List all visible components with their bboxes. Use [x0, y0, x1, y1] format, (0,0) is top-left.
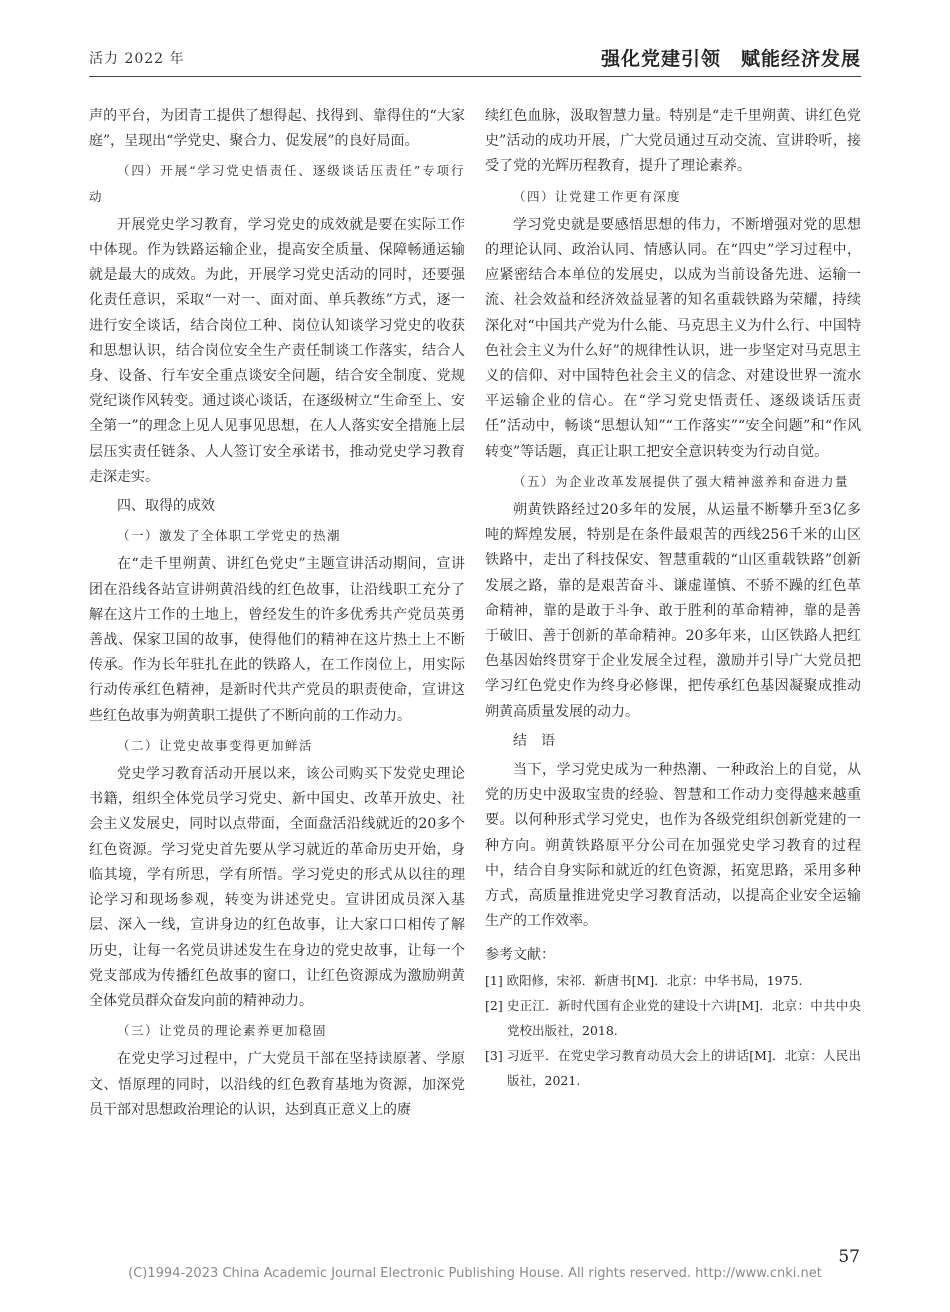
section-heading: 结 语	[513, 732, 555, 749]
reference-item: [1] 欧阳修，宋祁．新唐书[M]．北京：中华书局，1975.	[485, 972, 803, 988]
subsection-heading: （二）让党史故事变得更加鲜活	[117, 737, 314, 753]
subsection-heading: （一）激发了全体职工学党史的热潮	[117, 528, 342, 544]
paragraph: 党史学习教育活动开展以来，该公司购买下发党史理论书籍，组织全体党员学习党史、新中国史、改革开放史、社会主义发展史，同时以点带面，全面盘活沿线就近的20多个红色资源。学习党史首先要从学习就近的革命历史开始，身临其境，学有所思，学有所悟。学习党史的形式从以往的理论学习和现场参观，转变为讲述党史。宣讲团成员深入基层、深入一线，宣讲身边的红色故事，让大家口口相传了解历史，让每一名党员讲述发生在身边的党史故事，让每一个党支部成为传播红色故事的窗口，让红色资源成为激励朔黄全体党员群众奋发向前的精神动力。	[89, 766, 465, 1009]
paragraph: 开展党史学习教育，学习党史的成效就是要在实际工作中体现。作为铁路运输企业，提高安全质量、保障畅通运输就是最大的成效。为此，开展学习党史活动的同时，还要强化责任意识，采取“一对一、面对面、单兵教练”方式，逐一进行安全谈话，结合岗位工种、岗位认知谈学习党史的收获和思想认识，结合岗位安全生产责任制谈工作落实，结合人身、设备、行车安全重点谈安全问题，结合安全制度、党规党纪谈作风转变。通过谈心谈话，在逐级树立“生命至上、安全第一”的理念上见人见事见思想，在人人落实安全措施上层层压实责任链条、人人签订安全承诺书，推动党史学习教育走深走实。	[89, 216, 465, 485]
header-divider	[89, 76, 861, 77]
section-heading: 四、取得的成效	[117, 498, 215, 515]
page-number: 57	[838, 1247, 860, 1267]
journal-header: 活力 2022 年	[89, 51, 185, 67]
paragraph: 学习党史就是要感悟思想的伟力，不断增强对党的思想的理论认同、政治认同、情感认同。在“四史”学习过程中，应紧密结合本单位的发展史，以成为当前设备先进、运输一流、社会效益和经济效益显著的知名重载铁路为荣耀，持续深化对“中国共产党为什么能、马克思主义为什么行、中国特色社会主义为什么好”的规律性认识，进一步坚定对马克思主义的信仰、对中国特色社会主义的信念、对建设世界一流水平运输企业的信心。在“学习党史悟责任、逐级谈话压责任”活动中，畅谈“思想认知”“工作落实”“安全问题”和“作风转变”等话题，真正让职工把安全意识转变为行动自觉。	[485, 216, 861, 460]
paragraph: 续红色血脉，汲取智慧力量。特别是“走千里朔黄、讲红色党史”活动的成功开展，广大党员通过互动交流、宣讲聆听，接受了党的光辉历程教育，提升了理论素养。	[485, 108, 861, 175]
article-running-title: 强化党建引领 赋能经济发展	[600, 48, 861, 70]
reference-item: [2] 史正江．新时代国有企业党的建设十六讲[M]．北京：中共中央党校出版社，2018.	[485, 997, 861, 1038]
subsection-heading: （四）开展“学习党史悟责任、逐级谈话压责任”专项行动	[89, 163, 465, 204]
paragraph: 在党史学习过程中，广大党员干部在坚持读原著、学原文、悟原理的同时，以沿线的红色教育基地为资源，加深党员干部对思想政治理论的认识，达到真正意义上的赓	[89, 1051, 465, 1118]
references-title: 参考文献：	[485, 946, 555, 963]
paragraph: 朔黄铁路经过20多年的发展，从运量不断攀升至3亿多吨的辉煌发展，特别是在条件最艰苦的西线256千米的山区铁路中，走出了科技保安、智慧重载的“山区重载铁路”创新发展之路，靠的是艰苦奋斗、谦虚谨慎、不骄不躁的红色革命精神，靠的是敢于斗争、敢于胜利的革命精神，靠的是善于破旧、善于创新的革命精神。20多年来，山区铁路人把红色基因始终贯穿于企业发展全过程，激励并引导广大党员把学习红色党史作为终身必修课，把传承红色基因凝聚成推动朔黄高质量发展的动力。	[485, 502, 861, 720]
paragraph: 在“走千里朔黄、讲红色党史”主题宣讲活动期间，宣讲团在沿线各站宣讲朔黄沿线的红色故事，让沿线职工充分了解在这片工作的土地上，曾经发生的许多优秀共产党员英勇善战、保家卫国的故事，使得他们的精神在这片热土上不断传承。作为长年驻扎在此的铁路人，在工作岗位上，用实际行动传承红色精神，是新时代共产党员的职责使命，宣讲这些红色故事为朔黄职工提供了不断向前的工作动力。	[89, 556, 465, 724]
references-list	[485, 968, 861, 1093]
right-column	[485, 104, 861, 1093]
paragraph: 当下，学习党史成为一种热潮、一种政治上的自觉，从党的历史中汲取宝贵的经验、智慧和工作动力变得越来越重要。以何种形式学习党史，也作为各级党组织创新党建的一种方向。朔黄铁路原平分公司在加强党史学习教育的过程中，结合自身实际和就近的红色资源，拓宽思路，采用多种方式，高质量推进党史学习教育活动，以提高企业安全运输生产的工作效率。	[485, 762, 861, 930]
subsection-heading: （四）让党建工作更有深度	[513, 188, 682, 204]
left-column	[89, 104, 465, 1123]
subsection-heading: （五）为企业改革发展提供了强大精神滋养和奋进力量	[513, 473, 850, 489]
subsection-heading: （三）让党员的理论素养更加稳固	[117, 1023, 328, 1039]
copyright-footer: (C)1994-2023 China Academic Journal Electronic Publishing House. All rights reserved. http://www.cnki.net	[128, 1266, 822, 1281]
paragraph: 声的平台，为团青工提供了想得起、找得到、靠得住的“大家庭”，呈现出“学党史、聚合力、促发展”的良好局面。	[89, 108, 465, 150]
reference-item: [3] 习近平．在党史学习教育动员大会上的讲话[M]．北京：人民出版社，2021.	[485, 1047, 861, 1088]
